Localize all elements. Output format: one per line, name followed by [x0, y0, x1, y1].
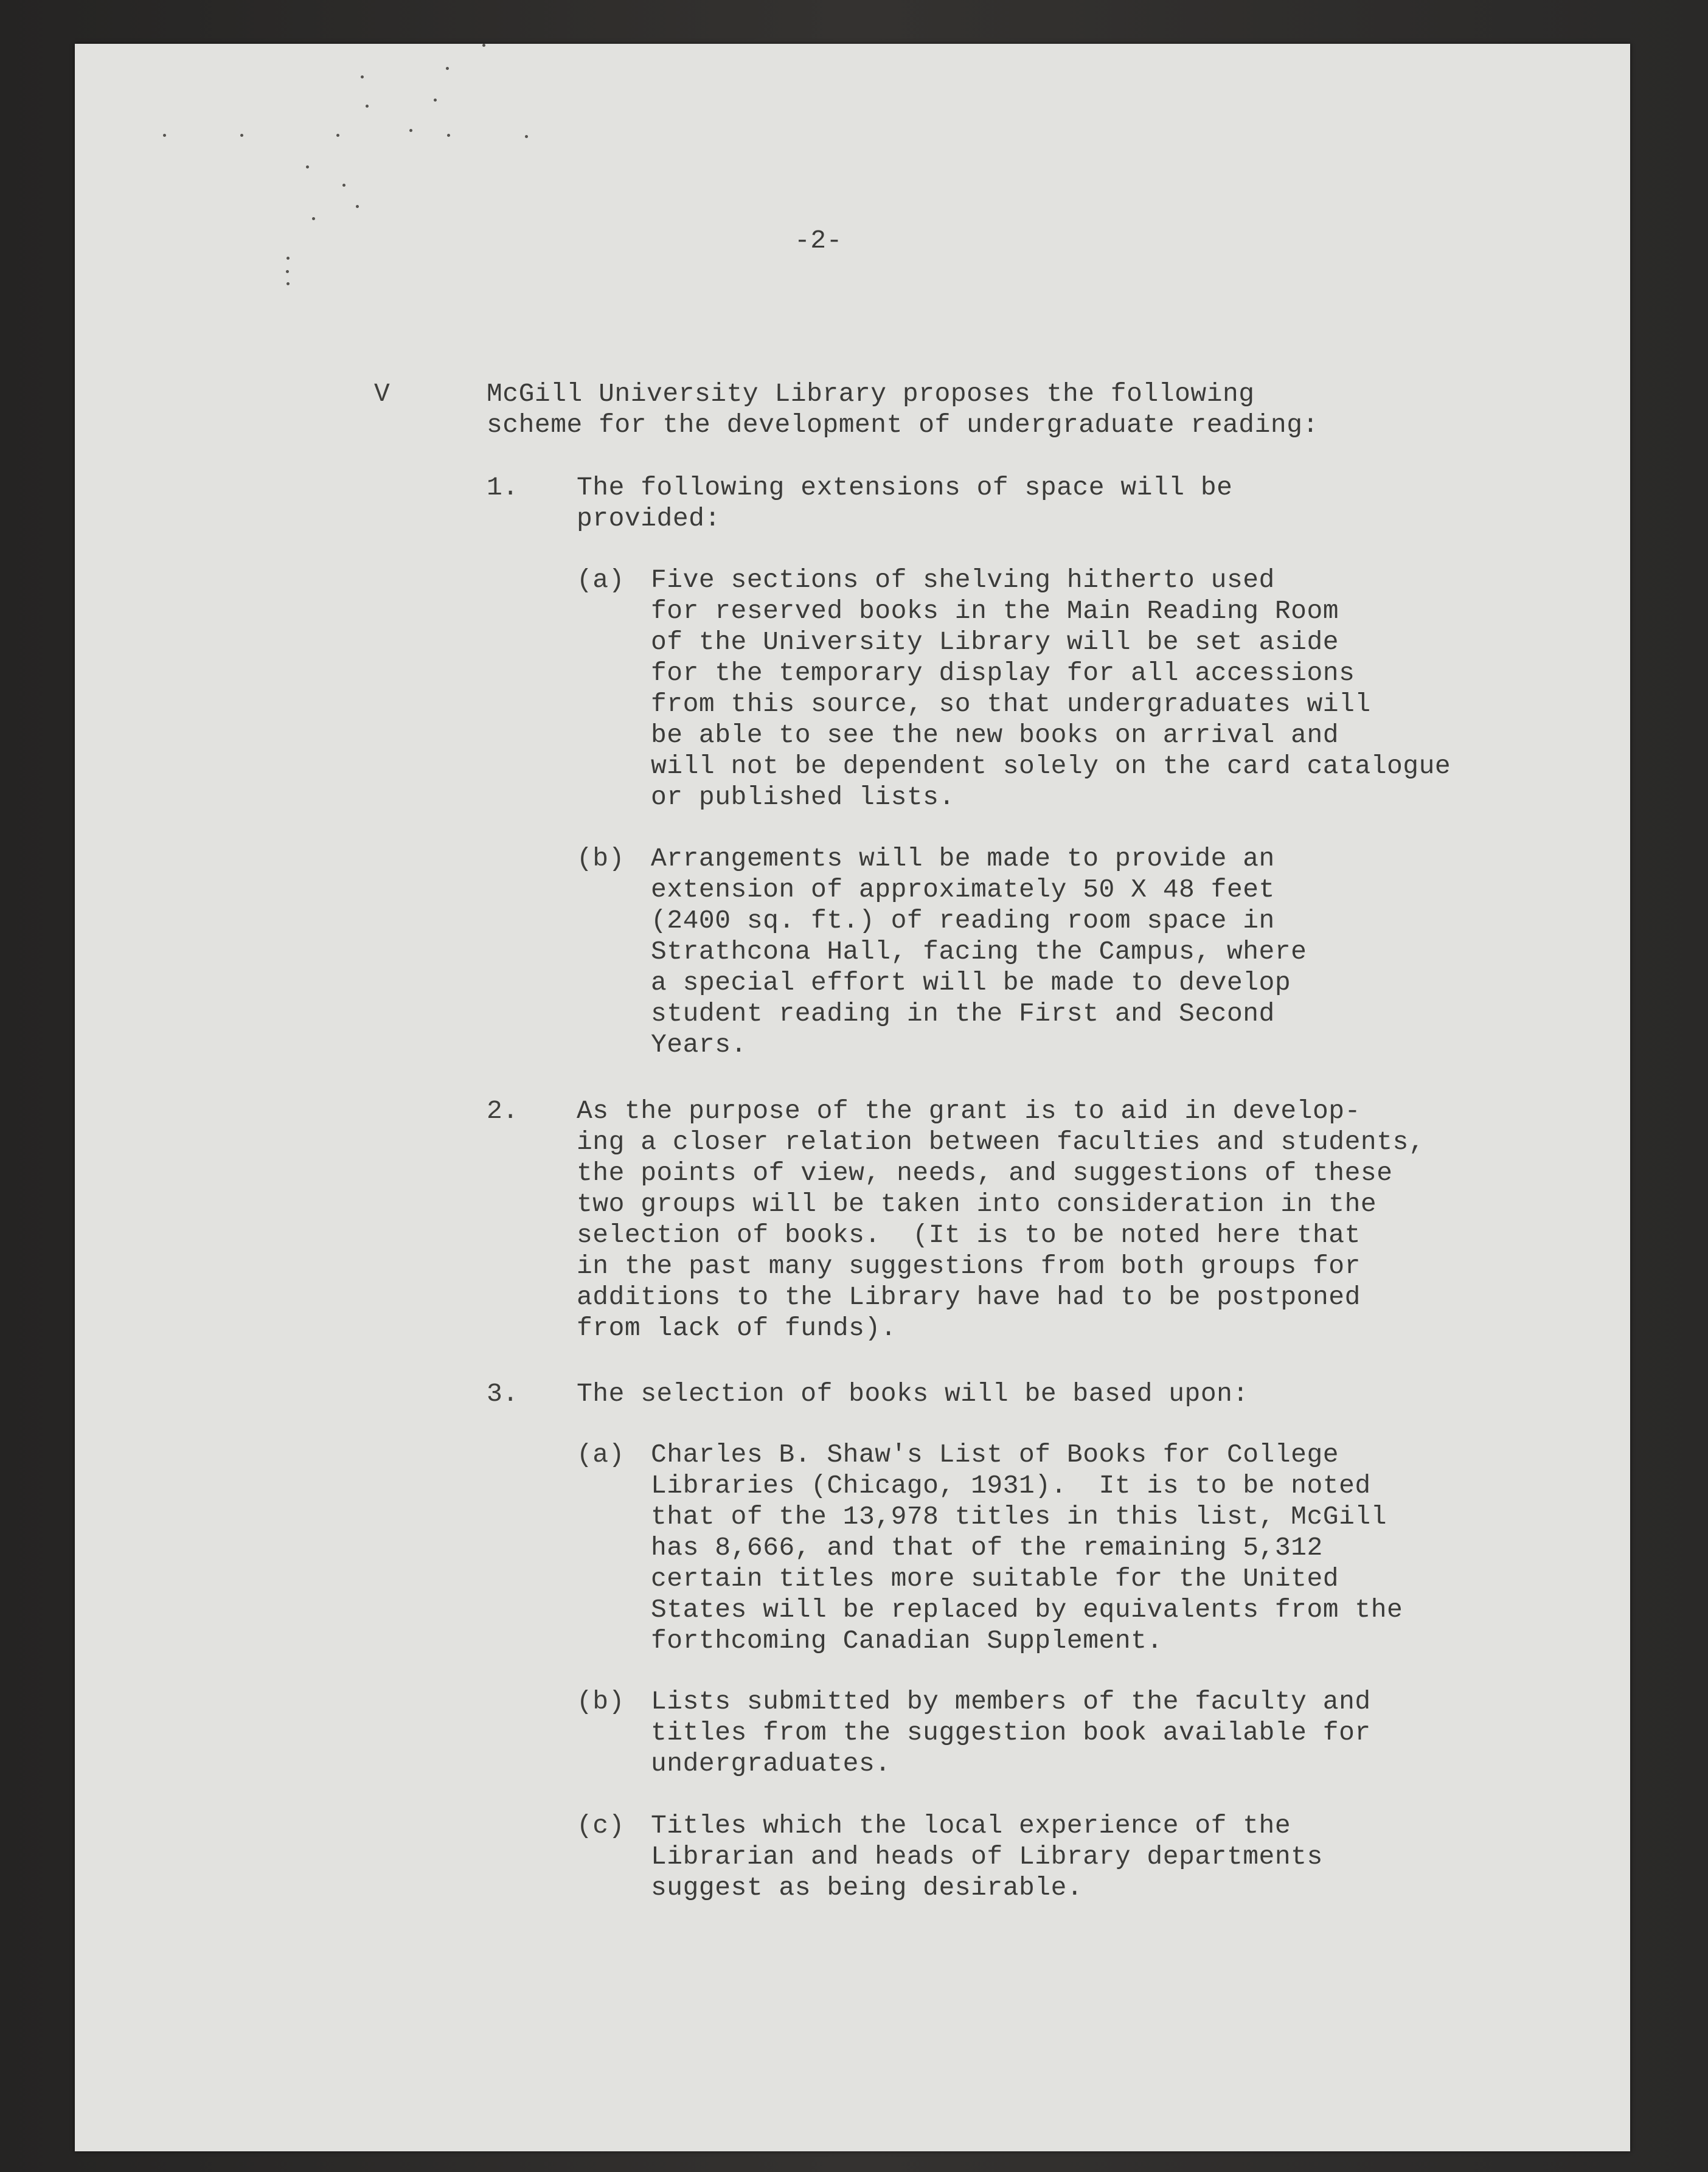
- subitem-line: forthcoming Canadian Supplement.: [651, 1626, 1163, 1656]
- paper-speck: [482, 44, 485, 47]
- subitem-letter: (b): [577, 1687, 625, 1716]
- section-intro-line: McGill University Library proposes the following: [487, 379, 1255, 409]
- subitem-line: be able to see the new books on arrival and: [651, 720, 1339, 750]
- paper-speck: [286, 270, 289, 273]
- item-line: in the past many suggestions from both groups for: [577, 1251, 1361, 1281]
- subitem-letter: (a): [577, 565, 625, 595]
- item-line: ing a closer relation between faculties and students,: [577, 1127, 1425, 1157]
- subitem-letter: (a): [577, 1440, 625, 1469]
- subitem-line: from this source, so that undergraduates will: [651, 689, 1371, 719]
- item-number: 3.: [487, 1379, 519, 1409]
- subitem-line: suggest as being desirable.: [651, 1873, 1083, 1903]
- item-line: As the purpose of the grant is to aid in develop-: [577, 1096, 1361, 1126]
- section-marker: V: [374, 379, 391, 409]
- subitem-line: Charles B. Shaw's List of Books for College: [651, 1440, 1339, 1469]
- item-line: selection of books. (It is to be noted here that: [577, 1220, 1361, 1250]
- item-line: two groups will be taken into consideration in the: [577, 1189, 1377, 1219]
- paper-speck: [286, 282, 290, 285]
- item-line: from lack of funds).: [577, 1313, 897, 1343]
- paper-speck: [366, 105, 369, 108]
- subitem-line: (2400 sq. ft.) of reading room space in: [651, 906, 1275, 935]
- subitem-line: for the temporary display for all accessions: [651, 658, 1355, 688]
- paper-speck: [434, 99, 437, 102]
- paper-speck: [336, 134, 339, 137]
- subitem-line: titles from the suggestion book available for: [651, 1718, 1371, 1747]
- subitem-line: that of the 13,978 titles in this list, McGill: [651, 1502, 1387, 1532]
- page-number: -2-: [794, 226, 842, 255]
- paper-speck: [446, 67, 449, 70]
- paper-speck: [361, 75, 364, 78]
- subitem-letter: (b): [577, 844, 625, 873]
- item-number: 1.: [487, 473, 519, 502]
- paper-speck: [525, 135, 528, 138]
- paper-speck: [356, 205, 359, 208]
- subitem-letter: (c): [577, 1811, 625, 1841]
- paper-speck: [447, 134, 450, 137]
- subitem-line: Strathcona Hall, facing the Campus, where: [651, 937, 1307, 966]
- paper-speck: [163, 134, 166, 137]
- subitem-line: certain titles more suitable for the United: [651, 1564, 1339, 1594]
- item-line: The selection of books will be based upon:: [577, 1379, 1249, 1409]
- item-number: 2.: [487, 1096, 519, 1126]
- subitem-line: has 8,666, and that of the remaining 5,312: [651, 1533, 1323, 1563]
- subitem-line: of the University Library will be set aside: [651, 627, 1339, 657]
- subitem-line: Years.: [651, 1030, 747, 1060]
- paper-speck: [240, 134, 243, 137]
- subitem-line: or published lists.: [651, 782, 955, 812]
- paper-speck: [342, 184, 345, 187]
- subitem-line: undergraduates.: [651, 1749, 891, 1778]
- subitem-line: Lists submitted by members of the faculty and: [651, 1687, 1371, 1716]
- subitem-line: will not be dependent solely on the card catalogue: [651, 751, 1451, 781]
- item-line: additions to the Library have had to be postponed: [577, 1282, 1361, 1312]
- subitem-line: Librarian and heads of Library departments: [651, 1842, 1323, 1872]
- subitem-line: Titles which the local experience of the: [651, 1811, 1291, 1841]
- subitem-line: for reserved books in the Main Reading Room: [651, 596, 1339, 626]
- paper-speck: [312, 217, 315, 220]
- paper-speck: [306, 165, 309, 168]
- subitem-line: Libraries (Chicago, 1931). It is to be noted: [651, 1471, 1371, 1501]
- item-line: the points of view, needs, and suggestions of these: [577, 1158, 1393, 1188]
- subitem-line: States will be replaced by equivalents from the: [651, 1595, 1403, 1625]
- subitem-line: student reading in the First and Second: [651, 999, 1275, 1029]
- subitem-line: Five sections of shelving hitherto used: [651, 565, 1275, 595]
- paper-speck: [286, 257, 290, 260]
- paper-speck: [409, 129, 412, 132]
- section-intro-line: scheme for the development of undergraduate reading:: [487, 410, 1319, 440]
- subitem-line: Arrangements will be made to provide an: [651, 844, 1275, 873]
- subitem-line: a special effort will be made to develop: [651, 968, 1291, 998]
- item-line: The following extensions of space will be: [577, 473, 1233, 502]
- subitem-line: extension of approximately 50 X 48 feet: [651, 875, 1275, 904]
- item-line: provided:: [577, 504, 721, 533]
